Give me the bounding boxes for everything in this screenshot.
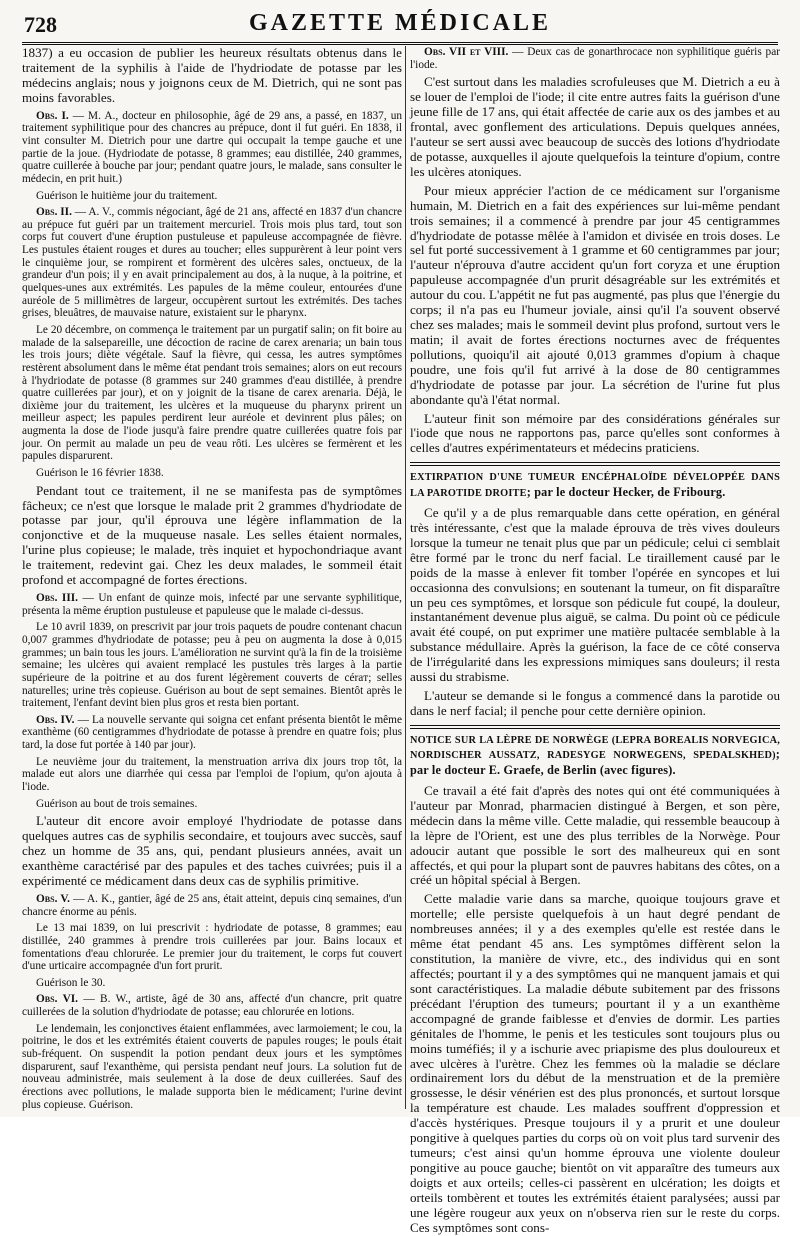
left-column bbox=[22, 46, 402, 1109]
observation-5-result: Guérison le 30. bbox=[36, 976, 106, 989]
intro-paragraph: 1837) a eu occasion de publier les heureux résultats obtenus dans le traitement de la syphilis à l'aide de l'hydriodate de potasse par les médecins anglais; nous y joignons ceux de M. Dietrich, qui ne sont pas moins favorables. bbox=[22, 45, 402, 105]
tumor-conclusion-paragraph: L'auteur se demande si le fongus a commencé dans la parotide ou dans le nerf facial; il penche pour cette dernière opinion. bbox=[410, 688, 780, 718]
observation-2: Obs. II. — A. V., commis négociant, âgé de 21 ans, affecté en 1837 d'un chancre au prépuce fut guéri par un traitement mercuriel. Trois mois plus tard, tout son corps fut couvert d'une éruption pustuleuse et papuleuse accompagnée de fièvre. Les pustules étaient rouges et dures au toucher; elles suppurèrent à leur point vers le cinquième jour, se rompirent et formèrent des ulcères sales, onctueux, de la grandeur d'un pois; il y en avait principalement au dos, à la nuque, à la poitrine, et quelques-unes aux extrémités. Les papules de la même couleur, entourées d'une auréole de 5 millimètres de largeur, occupèrent surtout les extrémités. Des taches grises, bleuâtres, de mauvaise nature, existaient sur le pharynx. bbox=[22, 206, 402, 320]
section-rule bbox=[410, 725, 780, 729]
section-heading-tumor: EXTIRPATION D'UNE TUMEUR ENCÉPHALOÏDE DÉVELOPPÉE DANS LA PAROTIDE DROITE; par le docteur Hecker, de Fribourg. bbox=[410, 472, 780, 499]
observation-4-result: Guérison au bout de trois semaines. bbox=[36, 797, 198, 810]
observation-1-result: Guérison le huitième jour du traitement. bbox=[36, 189, 218, 202]
leprosy-intro-paragraph: Ce travail a été fait d'après des notes qui ont été communiquées à l'auteur par Monrad, pharmacien distingué à Bergen, et son père, médecin dans la même ville. Cette maladie, qui ressemble beaucoup à la lèpre de l'Orient, est une des plus terribles de la Norwège. Pour adoucir autant que possible le sort des malheureux qui en sont affectés, et qui pour la plupart sont de pauvres habitans des côtes, on a créé un hôpital spécial à Bergen. bbox=[410, 782, 780, 888]
section-heading-leprosy: NOTICE SUR LA LÈPRE DE NORWÈGE (LEPRA BOREALIS NORVEGICA, NORDISCHER AUSSATZ, RADESYGE NORWEGENS, SPEDALSKHED); par le docteur E. Graefe, de Berlin (avec figures). bbox=[410, 734, 780, 777]
observation-5-treatment: Le 13 mai 1839, on lui prescrivit : hydriodate de potasse, 8 grammes; eau distillée, 240 grammes à prendre trois cuillerées par jour. Bains locaux et fomentations d'eau chlorurée. Le premier jour du traitement, le corps fut couvert d'une urticaire accompagnée d'un fort prurit. bbox=[22, 922, 402, 973]
leprosy-symptoms-paragraph: Cette maladie varie dans sa marche, quoique toujours grave et mortelle; elle persiste quelquefois à un haut degré pendant de nombreuses années; il y a des exemples qu'elle est restée dans le même état pendant 45 ans. Les symptômes diffèrent selon la constitution, la manière de vivre, etc., des individus qui en sont affectés; pourtant il y a des symptômes qui ne manquent jamais et qui sont caractéristiques. La maladie débute subitement par des frissons précédant l'éruption des tumeurs; pourtant il y a un exanthème accompagné de grande faiblesse et d'envies de dormir. Les parties génitales de l'homme, le penis et les testicules sont toujours plus ou moins tuméfiés; il y a ischurie avec priapisme des plus douloureux et avec ulcères à l'urètre. Chez les femmes où la maladie se déclare ordinairement lors du début de la menstruation et de la première grossesse, le désir vénérien est des plus prononcés, et surtout lorsque la température est chaude. Les malades souffrent d'oppression et d'accès hystériques. Presque toujours il y a prurit et une douleur pongitive à quelques parties du corps où on voit plus tard survenir des tumeurs; c'est ainsi qu'un homme éprouva une violente douleur pongitive au pouce gauche; bientôt on vit apparaître des tumeurs aux doigts et aux orteils; celles-ci passèrent en ulcération; les doigts et orteils tombèrent et toutes les extrémités étaient paralysées; aussi par une légère rougeur aux yeux on n'observa rien sur le reste du corps. Ces symptômes sont cons- bbox=[410, 891, 780, 1235]
journal-title: GAZETTE MÉDICALE bbox=[248, 10, 552, 36]
observation-4-course: Le neuvième jour du traitement, la menstruation arriva dix jours trop tôt, la malade eut alors une diarrhée qui cessa par l'emploi de l'opium, qu'on ajouta à l'iode. bbox=[22, 755, 402, 794]
observation-2-treatment: Le 20 décembre, on commença le traitement par un purgatif salin; on fit boire au malade de la salsepareille, une décoction de racine de carex arenaria; un bain tous les trois jours; diète végétale. Sauf la fièvre, qui cessa, les autres symptômes restèrent absolument dans le même état pendant trois semaines; alors on eut recours à l'hydriodate de potasse (8 grammes sur 240 grammes d'eau distillée, à prendre quatre cuillerées par jour), et on y joignit de la tisane de carex arenaria. Déjà, le dixième jour du traitement, les ulcères et la muqueuse du pharynx prirent un meilleur aspect; les papules perdirent leur auréole et devinrent plus pâles; on augmenta la dose de l'iode jusqu'à faire prendre quatre cuillerées quatre fois par jour. On permit au malade un peu de veau rôti. Les ulcères se fermèrent et les papules disparurent. bbox=[22, 323, 402, 463]
page-number: 728 bbox=[24, 12, 57, 37]
section-rule bbox=[410, 462, 780, 466]
observation-3-treatment: Le 10 avril 1839, on prescrivit par jour trois paquets de poudre contenant chacun 0,007 grammes d'hydriodate de potasse; peu à peu on augmenta la dose à 0,015 grammes; un bain tous les jours. L'amélioration ne survint qu'à la fin de la troisième semaine; les ulcères qui avaient remplacé les pustules très larges à la partie supérieure de la poitrine et au dos furent légèrement couverts de céraт; selles naturelles; urine très copieuse. Guérison au bout de sept semaines. Bientôt après le traitement, l'enfant devint bien plus gros et resta bien portant. bbox=[22, 621, 402, 710]
self-experiment-paragraph: Pour mieux apprécier l'action de ce médicament sur l'organisme humain, M. Dietrich en a fait des expériences sur lui-même pendant trois semaines; il a commencé à prendre par jour 45 centigrammes d'hydriodate de potasse mêlée à l'amidon et divisée en trois doses. Le sel fut porté successivement à 1 gramme et 60 centigrammes par jour; l'auteur n'éprouva d'autre accident qu'un fort coryza et une éruption papuleuse accompagnée d'un prurit désagréable sur les extrémités et autour du cou. L'appétit ne fut pas augmenté, pas plus que l'énergie du corps; il n'a pas eu l'humeur joviale, ainsi qu'il l'a souvent observé chez ses malades; mais le sommeil devint plus profond, surtout vers le matin; il avait de fortes érections nocturnes avec de fréquentes pollutions, quoiqu'il ait ajouté 0,013 grammes d'opium à chaque poudre, une fois qu'il fut arrivé à la dose de 80 centigrammes d'hydriodate de potasse par jour. La sécrétion de l'urine fut plus abondante qu'à l'état normal. bbox=[410, 182, 780, 407]
scrofula-paragraph: C'est surtout dans les maladies scrofuleuses que M. Dietrich a eu à se louer de l'emploi de l'iode; il cite entre autres faits la guérison d'une jeune fille de 17 ans, qui était affectée de carie aux os des jambes et au frontal, avec gonflement des articulations. Depuis quelques années, l'auteur se sert aussi avec beaucoup de succès des lotions d'hydriodate de potasse, auxquelles il ajoute quelquefois la teinture d'opium, contre les ulcères atoniques. bbox=[410, 74, 780, 179]
observation-1: Obs. I. — M. A., docteur en philosophie, âgé de 29 ans, a passé, en 1837, un traitement syphilitique pour des chancres au prépuce, dont il fut guéri. En 1838, il vint consulter M. Dietrich pour une dartre qui occupait la tempe gauche et une partie de la joue. (Hydriodate de potasse, 8 grammes; eau distillée, 240 grammes, quatre cuillerée à bouche par jour; pendant quatre jours, le malade, sans consulter le médecin, en prit huit.) bbox=[22, 109, 402, 185]
observation-4: Obs. IV. — La nouvelle servante qui soigna cet enfant présenta bientôt le même exanthème (60 centigrammes d'hydriodate de potasse à prendre en quatre fois; plus tard, la dose fut portée à 140 par jour). bbox=[22, 713, 402, 752]
observation-6-course: Le lendemain, les conjonctives étaient enflammées, avec larmoiement; le cou, la poitrine, le dos et les extrémités étaient couverts de papules rouges; le pouls était sub-fréquent. On suspendit la potion pendant deux jours et les symptômes disparurent, sauf l'exanthème, qui persista pendant neuf jours. La solution fut de nouveau administrée, mais seulement à la dose de deux cuillerées. Sauf des érections avec pollutions, le malade supporta bien le médicament; l'urine devint plus copieuse. Guérison. bbox=[22, 1022, 402, 1111]
observation-2-result: Guérison le 16 février 1838. bbox=[36, 466, 164, 479]
right-column bbox=[410, 46, 780, 1235]
observation-6: Obs. VI. — B. W., artiste, âgé de 30 ans, affecté d'un chancre, prit quatre cuillerées de la solution d'hydriodate de potasse; eau chlorurée en lotions. bbox=[22, 993, 403, 1019]
author-summary-paragraph: L'auteur dit encore avoir employé l'hydriodate de potasse dans quelques autres cas de syphilis secondaire, et toujours avec succès, sauf chez un homme de 35 ans, qui, pendant plusieurs années, avait un exanthème caractérisé par des papules et des taches cuivrées; puis il a expérimenté ce médicament dans deux cas de syphilis primitive. bbox=[22, 813, 402, 889]
tumor-paragraph: Ce qu'il y a de plus remarquable dans cette opération, en général très intéressante, c'est que la malade éprouva de très vives douleurs lorsque la tumeur ne tenait plus que par un pédicule; celui ci semblait être formé par le tronc du nerf facial. Le tiraillement causé par le poids de la masse à enlever fit tomber l'opérée en syncopes et lui occasionna des convulsions; en soutenant la tumeur, on fit disparaître un peu ces symptômes, et lorsque son pédicule fut coupé, la douleur, instantanément devenue plus aiguë, se calma. Du point où ce pédicule avait été coupé, on put exprimer une matière pultacée semblable à la substance médullaire. Après la guérison, la face de ce côté conserva de l'irrégularité dans les expressions mimiques sans douleurs; il resta aussi du strabisme. bbox=[410, 505, 780, 685]
observation-5: Obs. V. — A. K., gantier, âgé de 25 ans, était atteint, depuis cinq semaines, d'un chancre énorme au pénis. bbox=[22, 892, 402, 918]
conclusion-paragraph: L'auteur finit son mémoire par des considérations générales sur l'iode que nous ne rapportons pas, parce qu'elles sont conformes à celles d'autres expérimentateurs et médecins praticiens. bbox=[410, 410, 780, 456]
column-divider bbox=[405, 46, 406, 1109]
observation-3: Obs. III. — Un enfant de quinze mois, infecté par une servante syphilitique, présenta la même éruption pustuleuse et papuleuse que le malade ci-dessus. bbox=[22, 592, 402, 617]
observation-7-8: Obs. VII et VIII. — Deux cas de gonarthrocace non syphilitique guéris par l'iode. bbox=[410, 46, 780, 71]
commentary-paragraph: Pendant tout ce traitement, il ne se manifesta pas de symptômes fâcheux; ce n'est que lorsque le malade prit 2 grammes d'hydriodate de potasse par jour, qu'il éprouva une légère inflammation de la conjonctive et de la muqueuse nasale. Les selles étaient normales, l'urine plus copieuse; le malade, très inquiet et hypochondriaque avant le traitement, redevint gai. Chez les deux malades, le sommeil était profond et accompagné de fortes érections. bbox=[22, 482, 402, 588]
page-header bbox=[22, 6, 778, 45]
